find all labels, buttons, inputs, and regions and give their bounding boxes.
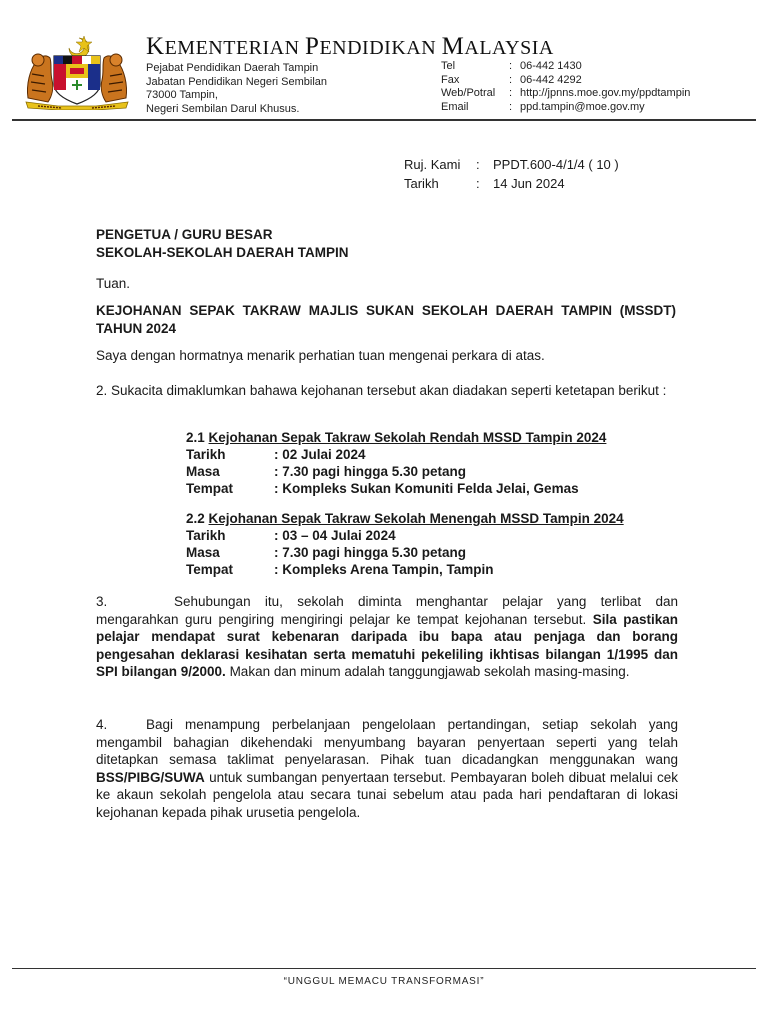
paragraph-number: 4. — [96, 717, 108, 732]
contact-fax — [441, 74, 690, 88]
event-heading — [186, 429, 606, 446]
paragraph-emphasis: Sila pastikan pelajar mendapat surat kebenaran daripada ibu bapa atau penjaga dan borang pengesahan deklarasi kesihatan serta mematuhi pekeliling ikhtisas bilangan 1/1995 dan SPI bilangan 9/2000. — [96, 611, 678, 679]
event-value: : 7.30 pagi hingga 5.30 petang — [274, 545, 467, 560]
paragraph-text: Sehubungan itu, sekolah diminta menghantar pelajar yang terlibat dan mengarahkan guru pengiring mengiringi pelajar ke tempat kejohanan tersebut. — [96, 594, 678, 627]
reference-number: PPDT.600-4/1/4 ( 10 ) — [493, 157, 619, 172]
paragraph-1: Saya dengan hormatnya menarik perhatian tuan mengenai perkara di atas. — [96, 348, 545, 363]
address-line: Pejabat Pendidikan Daerah Tampin — [146, 62, 319, 74]
contact-separator: : — [509, 87, 513, 99]
event-label: Masa — [186, 464, 220, 479]
reference-label: Ruj. Kami — [404, 157, 461, 172]
event-label: Tempat — [186, 481, 234, 496]
coat-of-arms-icon — [22, 34, 132, 110]
contact-label: Email — [441, 100, 469, 113]
event-secondary-school — [186, 510, 624, 578]
reference-date-row — [404, 174, 619, 193]
contact-value: http://jpnns.moe.gov.my/ppdtampin — [520, 87, 691, 99]
event-label: Masa — [186, 545, 220, 560]
event-value: : Kompleks Arena Tampin, Tampin — [274, 562, 494, 577]
contact-separator: : — [509, 73, 513, 86]
date-separator: : — [476, 176, 480, 191]
event-date-row — [186, 527, 624, 544]
paragraph-text: Bagi menampung perbelanjaan pengelolaan pertandingan, setiap sekolah yang mengambil bahagian dikehendaki menyumbang bayaran penyertaan seperti yang telah ditetapkan semasa taklimat penyelarasan. Pihak tuan dicadangkan menggunakan wang — [96, 717, 678, 767]
contact-value: 06-442 4292 — [520, 73, 582, 86]
event-time-row — [186, 463, 606, 480]
reference-block — [404, 155, 619, 193]
contact-value: 06-442 1430 — [520, 60, 582, 72]
header-divider — [12, 119, 756, 121]
contact-value: ppd.tampin@moe.gov.my — [520, 100, 645, 113]
event-heading — [186, 510, 624, 527]
event-value: : 02 Julai 2024 — [274, 447, 366, 462]
event-venue-row — [186, 480, 606, 497]
recipient-line: PENGETUA / GURU BESAR — [96, 227, 273, 242]
date-label: Tarikh — [404, 176, 439, 191]
ministry-title: KEMENTERIAN PENDIDIKAN MALAYSIA — [146, 33, 554, 60]
event-value: : 03 – 04 Julai 2024 — [274, 528, 396, 543]
contact-label: Tel — [441, 60, 456, 72]
event-title: Kejohanan Sepak Takraw Sekolah Rendah MSSD Tampin 2024 — [208, 430, 607, 445]
event-date-row — [186, 446, 606, 463]
paragraph-text: untuk sumbangan penyertaan tersebut. Pembayaran boleh dibuat melalui cek ke akaun sekolah pengelola atau secara tunai sebelum atau pada hari pendaftaran di lokasi kejohanan kepada pihak urusetia pengelola. — [96, 769, 678, 820]
contact-label: Fax — [441, 73, 460, 86]
address-line: Negeri Sembilan Darul Khusus. — [146, 102, 300, 115]
footer-motto: “UNGGUL MEMACU TRANSFORMASI” — [283, 976, 485, 987]
salutation: Tuan. — [96, 276, 131, 291]
event-value: : Kompleks Sukan Komuniti Felda Jelai, Gemas — [274, 481, 579, 496]
event-label: Tarikh — [186, 528, 226, 543]
paragraph-text: Makan dan minum adalah tanggungjawab sekolah masing-masing. — [225, 664, 630, 679]
event-venue-row — [186, 561, 624, 578]
footer-divider — [12, 968, 756, 969]
address-line: Jabatan Pendidikan Negeri Sembilan — [146, 75, 328, 88]
paragraph-2: 2. Sukacita dimaklumkan bahawa kejohanan tersebut akan diadakan seperti ketetapan berikut : — [96, 383, 667, 398]
contact-separator: : — [509, 100, 513, 113]
office-address — [146, 62, 327, 116]
paragraph-4 — [96, 716, 678, 821]
contact-tel — [441, 60, 690, 74]
letter-subject: KEJOHANAN SEPAK TAKRAW MAJLIS SUKAN SEKOLAH DAERAH TAMPIN (MSSDT) TAHUN 2024 — [96, 303, 676, 336]
event-primary-school — [186, 429, 606, 497]
contact-block — [441, 60, 690, 114]
recipient-block — [96, 226, 349, 262]
reference-separator: : — [476, 157, 480, 172]
contact-label: Web/Potral — [441, 87, 496, 99]
paragraph-3 — [96, 593, 678, 681]
contact-separator: : — [509, 60, 513, 72]
event-label: Tempat — [186, 562, 234, 577]
contact-web — [441, 87, 690, 101]
letter-date: 14 Jun 2024 — [493, 176, 565, 191]
event-number: 2.1 — [186, 430, 209, 445]
event-number: 2.2 — [186, 511, 209, 526]
event-label: Tarikh — [186, 447, 226, 462]
recipient-line: SEKOLAH-SEKOLAH DAERAH TAMPIN — [96, 245, 349, 260]
event-value: : 7.30 pagi hingga 5.30 petang — [274, 464, 467, 479]
paragraph-emphasis: BSS/PIBG/SUWA — [96, 769, 205, 785]
address-line: 73000 Tampin, — [146, 89, 218, 101]
reference-number-row — [404, 155, 619, 174]
event-title: Kejohanan Sepak Takraw Sekolah Menengah MSSD Tampin 2024 — [208, 511, 624, 526]
paragraph-number: 3. — [96, 594, 108, 609]
event-time-row — [186, 544, 624, 561]
contact-email — [441, 101, 690, 115]
